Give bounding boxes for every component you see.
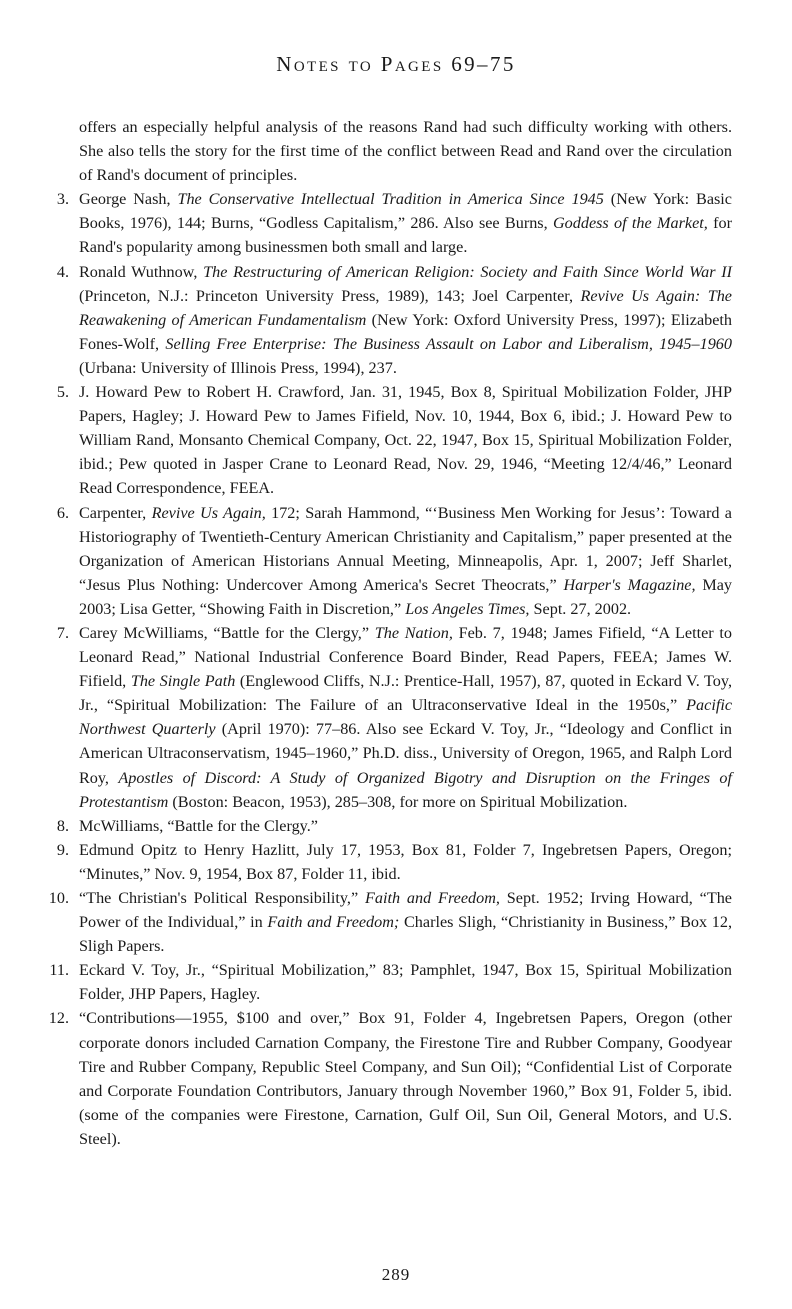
note-item — [32, 838, 732, 886]
note-title-italic: Apostles of Discord: A Study of Organized Bigotry and Disruption on the Fringes of Protestantism — [79, 768, 733, 811]
note-text-run: offers an especially helpful analysis of the reasons Rand had such difficulty working with others. She also tells the story for the first time of the conflict between Read and Rand over the circulation of Rand's document of principles. — [79, 118, 732, 185]
note-item — [32, 958, 732, 1006]
note-text-run: 172; Sarah Hammond, “‘Business Men Working for Jesus’: Toward a Historiography of Twentieth-Century American Christianity and Capitalism,” paper presented at the Organization of American Historians Annual Meeting, Minneapolis, Apr. 1, 2007; Jeff Sharlet, “Jesus Plus Nothing: Undercover Among America's Secret Theocrats,” — [79, 503, 732, 594]
note-title-italic: Goddess of the Market, — [552, 214, 708, 233]
note-title-italic: Pacific Northwest Quarterly — [79, 696, 732, 739]
note-item — [32, 621, 732, 814]
note-text-run: Feb. 7, 1948; James Fifield, “A Letter to Leonard Read,” National Industrial Conference Board Binder, Read Papers, FEEA; James W. Fifield, — [79, 623, 732, 691]
note-text — [79, 1006, 732, 1151]
note-text-run: Sept. 1952; Irving Howard, “The Power of the Individual,” in — [79, 889, 732, 932]
note-text-run: (Boston: Beacon, 1953), 285–308, for more on Spiritual Mobilization. — [168, 792, 628, 811]
note-number: 6. — [56, 503, 69, 522]
note-text — [79, 958, 732, 1006]
note-item — [32, 814, 732, 838]
note-number: 4. — [56, 262, 69, 281]
note-number: 10. — [48, 889, 69, 907]
note-text-run: McWilliams, “Battle for the Clergy.” — [79, 816, 318, 835]
note-text-run: Carpenter, — [79, 503, 152, 522]
note-title-italic: The Conservative Intellectual Tradition in America Since 1945 — [177, 190, 604, 209]
note-text-run: “The Christian's Political Responsibility,” — [79, 889, 365, 907]
note-number: 3. — [56, 190, 69, 209]
note-continuation — [32, 115, 732, 187]
note-text — [79, 115, 732, 187]
note-title-italic: Harper's Magazine, — [563, 575, 696, 594]
note-text-run: (April 1970): 77–86. Also see Eckard V. Toy, Jr., “Ideology and Conflict in American Ultraconservatism, 1945–1960,” Ph.D. diss., University of Oregon, 1965, and Ralph Lord Roy, — [79, 720, 732, 787]
note-text — [79, 621, 732, 814]
note-text — [79, 501, 732, 621]
note-item — [32, 187, 732, 259]
note-text-run: (New York: Oxford University Press, 1997); Elizabeth Fones-Wolf, — [79, 310, 732, 353]
note-text — [79, 838, 732, 886]
note-text-run: Carey McWilliams, “Battle for the Clergy,” — [79, 623, 375, 642]
note-number: 5. — [56, 383, 69, 402]
note-number: 7. — [56, 623, 69, 642]
note-text-run: (Englewood Cliffs, N.J.: Prentice-Hall, 1957), 87, quoted in Eckard V. Toy, Jr., “Spiritual Mobilization: The Failure of an Ultraconservative Ideal in the 1950s,” — [79, 672, 732, 715]
note-text-run: May 2003; Lisa Getter, “Showing Faith in Discretion,” — [79, 575, 733, 618]
note-title-italic: Selling Free Enterprise: The Business Assault on Labor and Liberalism, 1945–1960 — [165, 334, 732, 353]
note-title-italic: Revive Us Again, — [151, 503, 266, 522]
note-title-italic: The Restructuring of American Religion: Society and Faith Since World War II — [203, 262, 733, 281]
page-number: 289 — [381, 1265, 411, 1284]
note-item — [32, 380, 732, 500]
note-text-run: Eckard V. Toy, Jr., “Spiritual Mobilization,” 83; Pamphlet, 1947, Box 15, Spiritual Mobilization Folder, JHP Papers, Hagley. — [79, 961, 732, 1004]
note-title-italic: Revive Us Again: The Reawakening of American Fundamentalism — [79, 286, 732, 329]
note-text-run: George Nash, — [79, 190, 178, 209]
note-text-run: Charles Sligh, “Christianity in Business,” Box 12, Sligh Papers. — [79, 913, 732, 956]
note-number: 8. — [56, 816, 69, 835]
note-text-run: “Contributions—1955, $100 and over,” Box 91, Folder 4, Ingebretsen Papers, Oregon (other corporate donors included Carnation Company, the Firestone Tire and Rubber Company, Goodyear Tire and Rubber Company, Republic Steel Company, and Sun Oil); “Confidential List of Corporate and Corporate Foundation Contributors, January through November 1960,” Box 91, Folder 5, ibid. (some of the companies were Firestone, Carnation, Gulf Oil, Sun Oil, General Motors, and U.S. Steel). — [79, 1009, 732, 1148]
notes-list — [32, 115, 732, 1151]
note-item — [32, 886, 732, 958]
note-text — [79, 380, 732, 500]
note-text — [79, 187, 732, 259]
note-text — [79, 260, 732, 380]
running-head: Notes to Pages 69–75 — [276, 52, 516, 76]
note-title-italic: Los Angeles Times, — [405, 599, 530, 618]
note-title-italic: Faith and Freedom, — [365, 889, 500, 907]
note-text-run: J. Howard Pew to Robert H. Crawford, Jan. 31, 1945, Box 8, Spiritual Mobilization Folder, JHP Papers, Hagley; J. Howard Pew to James Fifield, Nov. 10, 1944, Box 6, ibid.; J. Howard Pew to William Rand, Monsanto Chemical Company, Oct. 22, 1947, Box 15, Spiritual Mobilization Folder, ibid.; Pew quoted in Jasper Crane to Leonard Read, Nov. 29, 1946, “Meeting 12/4/46,” Leonard Read Correspondence, FEEA. — [79, 383, 732, 498]
note-text-run: Edmund Opitz to Henry Hazlitt, July 17, 1953, Box 81, Folder 7, Ingebretsen Papers, Oregon; “Minutes,” Nov. 9, 1954, Box 87, Folder 11, ibid. — [79, 840, 732, 883]
note-number: 12. — [48, 1009, 69, 1028]
note-title-italic: Faith and Freedom; — [267, 913, 400, 932]
note-title-italic: The Single Path — [130, 672, 236, 691]
note-item — [32, 1006, 732, 1151]
note-title-italic: The Nation, — [374, 623, 453, 642]
note-text-run: (New York: Basic Books, 1976), 144; Burns, “Godless Capitalism,” 286. Also see Burns, — [79, 190, 732, 233]
note-number: 11. — [49, 961, 69, 980]
note-item — [32, 501, 732, 621]
note-text-run: Sept. 27, 2002. — [529, 599, 632, 618]
note-text-run: for Rand's popularity among businessmen both small and large. — [79, 214, 733, 257]
note-text-run: (Urbana: University of Illinois Press, 1994), 237. — [79, 358, 397, 377]
note-number: 9. — [56, 840, 69, 859]
note-text-run: Ronald Wuthnow, — [79, 262, 204, 281]
note-text — [79, 886, 732, 958]
note-item — [32, 260, 732, 380]
note-text-run: (Princeton, N.J.: Princeton University Press, 1989), 143; Joel Carpenter, — [79, 286, 581, 305]
note-text — [79, 814, 732, 838]
